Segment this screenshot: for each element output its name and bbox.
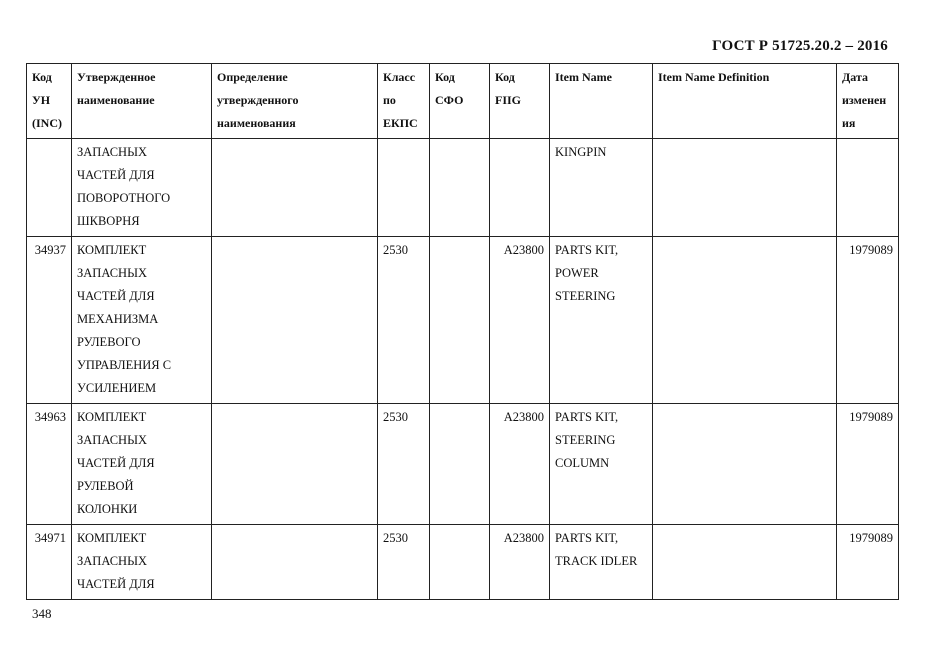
item-name-line: PARTS KIT, [555, 243, 619, 257]
cell-fiig: A23800 [490, 237, 550, 404]
name-line: ЧАСТЕЙ ДЛЯ [77, 456, 155, 470]
header-code-un [27, 64, 72, 139]
cell-item-name [550, 404, 653, 525]
name-line: РУЛЕВОГО [77, 335, 141, 349]
cell-item-def [653, 404, 837, 525]
header-item-name [550, 64, 653, 139]
header-fiig [490, 64, 550, 139]
header-line: Item Name [555, 70, 612, 84]
cell-item-name [550, 237, 653, 404]
cell-sfo [430, 525, 490, 600]
cell-name [72, 237, 212, 404]
name-line: ШКВОРНЯ [77, 214, 140, 228]
item-name-line: KINGPIN [555, 145, 607, 159]
cell-name [72, 525, 212, 600]
name-line: ЗАПАСНЫХ [77, 433, 148, 447]
header-class [378, 64, 430, 139]
header-line: (INC) [32, 116, 62, 130]
cell-sfo [430, 237, 490, 404]
header-line: FIIG [495, 93, 522, 107]
cell-class: 2530 [378, 237, 430, 404]
cell-code: 34937 [27, 237, 72, 404]
name-line: ЧАСТЕЙ ДЛЯ [77, 168, 155, 182]
header-line: Код [495, 70, 515, 84]
header-line: наименования [217, 116, 296, 130]
header-line: Код [32, 70, 52, 84]
cell-date: 1979089 [837, 404, 899, 525]
cell-definition [212, 404, 378, 525]
name-line: УСИЛЕНИЕМ [77, 381, 157, 395]
name-line: ЧАСТЕЙ ДЛЯ [77, 577, 155, 591]
item-name-line: STEERING [555, 289, 616, 303]
header-line: наименование [77, 93, 155, 107]
cell-sfo [430, 404, 490, 525]
header-line: утвержденного [217, 93, 299, 107]
cell-item-name [550, 139, 653, 237]
cell-code: 34963 [27, 404, 72, 525]
name-line: КОМПЛЕКТ [77, 243, 147, 257]
name-line: УПРАВЛЕНИЯ С [77, 358, 172, 372]
cell-name [72, 139, 212, 237]
header-line: Дата [842, 70, 868, 84]
cell-code: 34971 [27, 525, 72, 600]
header-item-name-definition [653, 64, 837, 139]
table-header-row [27, 64, 899, 139]
name-line: ЗАПАСНЫХ [77, 266, 148, 280]
name-line: КОЛОНКИ [77, 502, 138, 516]
document-title: ГОСТ Р 51725.20.2 – 2016 [712, 38, 888, 54]
header-line: ия [842, 116, 856, 130]
header-line: по [383, 93, 396, 107]
cell-definition [212, 237, 378, 404]
name-line: МЕХАНИЗМА [77, 312, 159, 326]
cell-date: 1979089 [837, 237, 899, 404]
gost-table [26, 63, 899, 600]
item-name-line: COLUMN [555, 456, 610, 470]
name-line: ЧАСТЕЙ ДЛЯ [77, 289, 155, 303]
cell-definition [212, 525, 378, 600]
cell-fiig: A23800 [490, 404, 550, 525]
name-line: ПОВОРОТНОГО [77, 191, 171, 205]
cell-date: 1979089 [837, 525, 899, 600]
cell-fiig [490, 139, 550, 237]
header-line: Утвержденное [77, 70, 156, 84]
page-number: 348 [32, 606, 52, 621]
header-change-date [837, 64, 899, 139]
cell-class [378, 139, 430, 237]
cell-name [72, 404, 212, 525]
name-line: КОМПЛЕКТ [77, 410, 147, 424]
header-approved-name [72, 64, 212, 139]
item-name-line: PARTS KIT, [555, 410, 619, 424]
header-definition [212, 64, 378, 139]
header-line: ЕКПС [383, 116, 418, 130]
cell-item-def [653, 237, 837, 404]
cell-class: 2530 [378, 525, 430, 600]
header-sfo [430, 64, 490, 139]
header-line: Определение [217, 70, 288, 84]
header-line: УН [32, 93, 51, 107]
header-line: изменен [842, 93, 887, 107]
header-line: Класс [383, 70, 416, 84]
cell-item-def [653, 525, 837, 600]
table-row [27, 404, 899, 525]
name-line: РУЛЕВОЙ [77, 479, 134, 493]
cell-class: 2530 [378, 404, 430, 525]
cell-item-def [653, 139, 837, 237]
header-line: Item Name Definition [658, 70, 770, 84]
table-row [27, 139, 899, 237]
cell-date [837, 139, 899, 237]
header-line: Код [435, 70, 455, 84]
cell-item-name [550, 525, 653, 600]
table-row [27, 237, 899, 404]
header-line: СФО [435, 93, 464, 107]
table-row [27, 525, 899, 600]
name-line: КОМПЛЕКТ [77, 531, 147, 545]
cell-fiig: A23800 [490, 525, 550, 600]
cell-sfo [430, 139, 490, 237]
name-line: ЗАПАСНЫХ [77, 554, 148, 568]
item-name-line: TRACK IDLER [555, 554, 638, 568]
cell-code [27, 139, 72, 237]
item-name-line: POWER [555, 266, 599, 280]
item-name-line: STEERING [555, 433, 616, 447]
item-name-line: PARTS KIT, [555, 531, 619, 545]
name-line: ЗАПАСНЫХ [77, 145, 148, 159]
cell-definition [212, 139, 378, 237]
